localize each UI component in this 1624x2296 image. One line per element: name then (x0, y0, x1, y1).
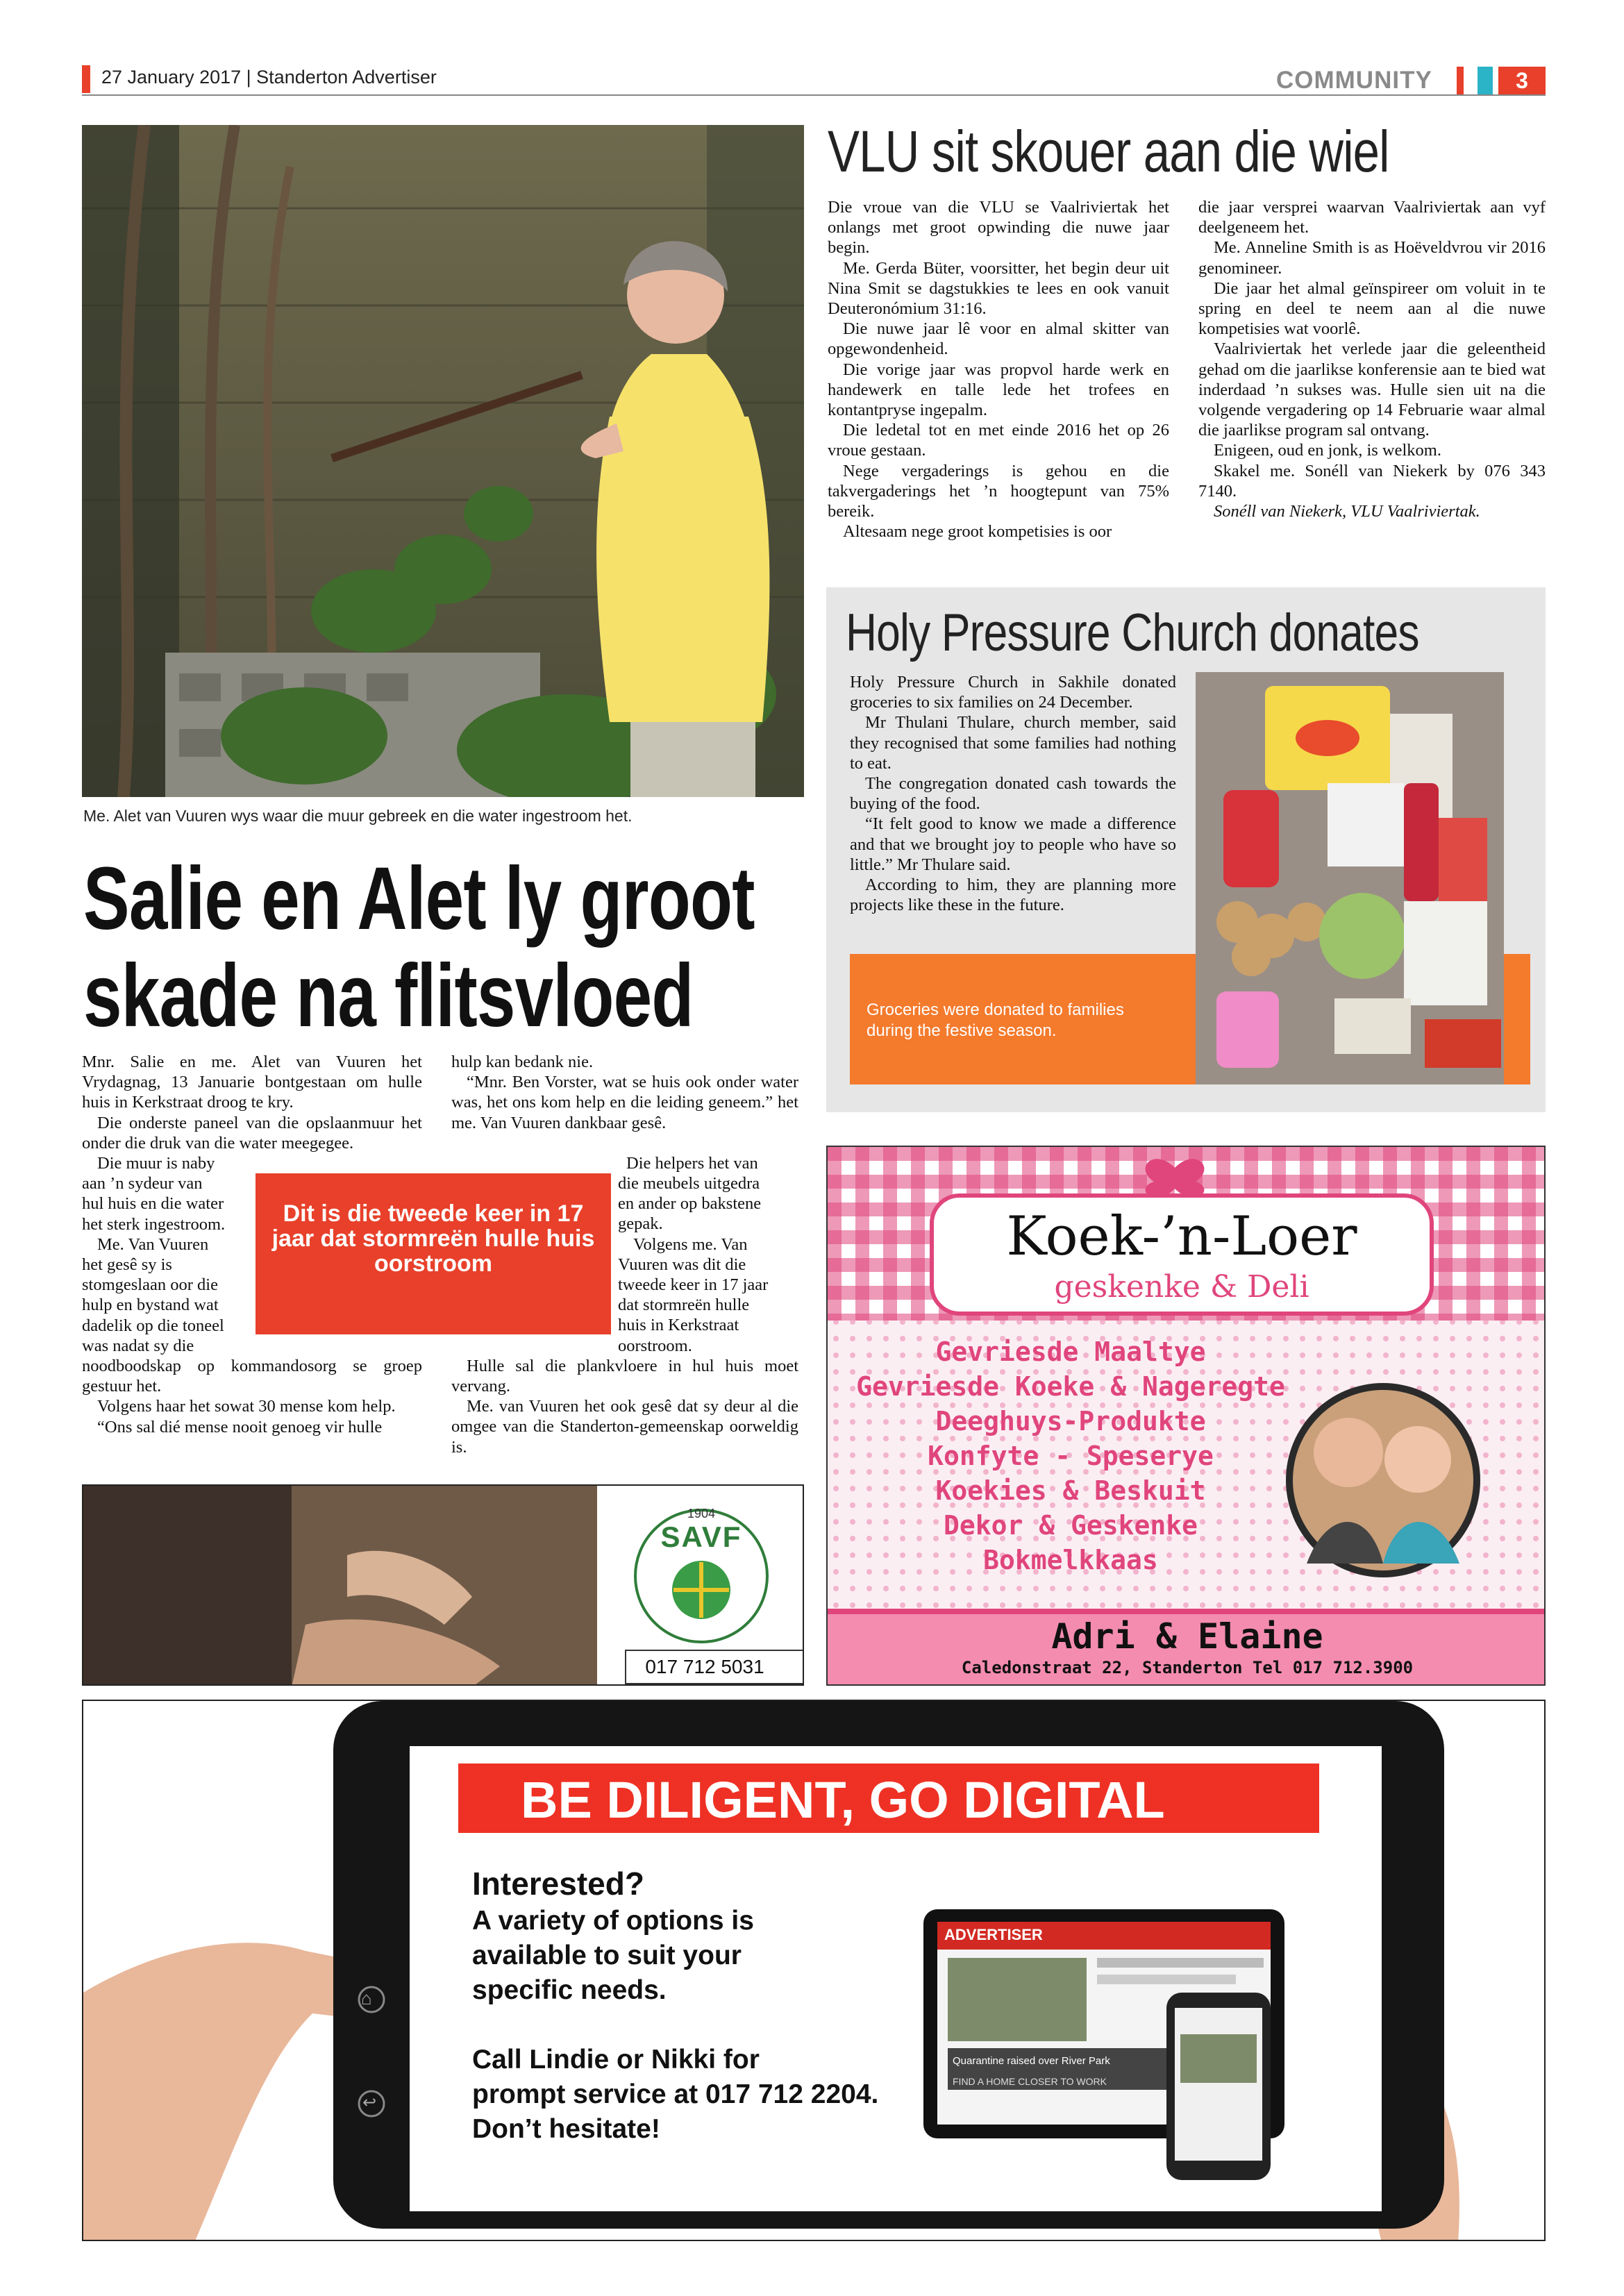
paragraph: aan ’n sydeur van (82, 1174, 203, 1193)
paragraph: Vaalriviertak het verlede jaar die geleentheid gehad om die jaarlikse konferensie aan te bied wat inderdaad ’n sukses was. Hulle sien uit na die volgende vergadering op 14 Februarie waar almal die jaarlikse program sal ontvang. (1198, 340, 1546, 440)
digital-banner: BE DILIGENT, GO DIGITAL (521, 1771, 1165, 1829)
paragraph: Die helpers het van (626, 1153, 758, 1173)
list-item: Dekor & Geskenke (943, 1510, 1198, 1541)
holy-pressure-text (850, 672, 1176, 915)
main-headline (83, 849, 755, 1046)
paragraph: Me. van Vuuren het ook gesê dat sy deur al die omgee van die Standerton-gemeenskap oorweldig is. (451, 1397, 798, 1457)
koek-subtitle: geskenke & Deli (1054, 1269, 1309, 1305)
go-digital-advert[interactable] (82, 1700, 1546, 2241)
header-accent-bar (82, 65, 90, 93)
vlu-col-1 (828, 197, 1169, 542)
paragraph: Die ledetal tot en met einde 2016 het op 26 vroue gestaan. (828, 421, 1169, 460)
paragraph: gepak. (618, 1214, 663, 1234)
koek-address: Caledonstraat 22, Standerton Tel 017 712.3900 (961, 1658, 1414, 1677)
digital-line: Don’t hesitate! (472, 2114, 660, 2144)
koek-name: Koek-’n-Loer (1006, 1205, 1357, 1268)
paragraph: Die vorige jaar was propvol harde werk en handewerk en talle lede het trofees en kontantpryse ingepalm. (828, 360, 1169, 420)
paragraph: hul huis en die water (82, 1194, 224, 1214)
paragraph: was nadat sy die (82, 1336, 194, 1355)
paragraph: die meubels uitgedra (618, 1174, 760, 1193)
paragraph: Me. Anneline Smith is as Hoëveldvrou vir 2016 genomineer. (1198, 238, 1546, 278)
headline-line-2: skade na flitsvloed (83, 946, 694, 1046)
groceries-photo (1196, 672, 1504, 1084)
paragraph: Die jaar het almal geïnspireer om voluit in te spring en deel te neem aan al die nuwe kompetisies wat voorlê. (1198, 278, 1546, 339)
paragraph: Nege vergaderings is gehou en die takvergaderings het ’n hoogtepunt van 75% bereik. (828, 461, 1169, 521)
digital-line: Call Lindie or Nikki for (472, 2045, 760, 2075)
paragraph: stomgeslaan oor die (82, 1275, 218, 1295)
digital-heading: Interested? (472, 1866, 644, 1902)
photo-caption: Me. Alet van Vuuren wys waar die muur gebreek en die water ingestroom het. (83, 807, 633, 825)
paragraph: Skakel me. Sonéll van Niekerk by 076 343 7140. (1198, 461, 1546, 501)
paragraph: Altesaam nege groot kompetisies is oor (843, 522, 1112, 542)
digital-line: prompt service at 017 712 2204. (472, 2079, 879, 2109)
headline-line-1: Salie en Alet ly groot (83, 849, 755, 948)
digital-body (472, 1904, 878, 2147)
koek-owners: Adri & Elaine (1051, 1616, 1323, 1657)
paragraph: Holy Pressure Church in Sakhile donated groceries to six families on 24 December. (850, 673, 1176, 712)
paragraph: Die vroue van die VLU se Vaalriviertak het onlangs met groot opwinding die nuwe jaar begin. (828, 198, 1169, 258)
paragraph: dadelik op die toneel (82, 1316, 224, 1335)
hp-photo-caption: Groceries were donated to families during the festive season. (867, 1000, 1124, 1040)
flood-photo (82, 125, 804, 797)
paragraph: en ander op bakstene (618, 1194, 762, 1214)
vlu-col-2 (1198, 197, 1546, 521)
koek-n-loer-advert[interactable] (826, 1146, 1546, 1686)
paragraph: Me. Van Vuuren (97, 1234, 209, 1254)
paragraph: het sterk ingestroom. (82, 1214, 226, 1234)
page-number: 3 (1498, 67, 1546, 94)
paragraph: oorstroom. (618, 1336, 692, 1355)
paragraph: hulp en bystand wat (82, 1296, 219, 1315)
paragraph: “It felt good to know we made a difference and that we brought joy to people who have so little.” Mr Thulare said. (850, 814, 1176, 874)
savf-phone: 017 712 5031 (645, 1656, 764, 1677)
digital-line: specific needs. (472, 1975, 667, 2005)
list-item: Gevriesde Koeke & Nageregte (856, 1371, 1285, 1402)
paragraph: Die onderste paneel van die opslaanmuur het onder die druk van die water meegegee. (82, 1113, 422, 1153)
list-item: Koekies & Beskuit (935, 1475, 1206, 1506)
header-accent-cyan (1477, 67, 1493, 94)
paragraph: Vuuren was dit die (618, 1255, 746, 1274)
list-item: Deeghuys-Produkte (935, 1406, 1206, 1436)
savf-logo-year: 1904 (687, 1507, 716, 1520)
paragraph: Me. Gerda Büter, voorsitter, het begin deur uit Nina Smit se dagstukkies te lees en ook vanuit Deuteronómium 31:16. (828, 258, 1169, 319)
savf-logo-text: SAVF (660, 1520, 742, 1553)
paragraph: The congregation donated cash towards the buying of the food. (850, 774, 1176, 814)
vlu-headline: VLU sit skouer aan die wiel (828, 119, 1389, 184)
paragraph: According to him, they are planning more projects like these in the future. (850, 875, 1176, 915)
pullquote-text: Dit is die tweede keer in 17 jaar dat stormreën hulle huis oorstroom (271, 1200, 595, 1277)
paragraph: het gesê sy is (82, 1255, 172, 1275)
paragraph: dat stormreën hulle (618, 1296, 750, 1315)
paragraph: Mr Thulani Thulare, church member, said they recognised that some families had nothing to eat. (850, 713, 1176, 773)
paragraph: huis in Kerkstraat (618, 1316, 739, 1335)
paragraph: “Mnr. Ben Vorster, wat se huis ook onder water was, het ons kom help en die leiding geneem.” het me. Van Vuuren dankbaar gesê. (451, 1073, 798, 1132)
koek-items-list (848, 1334, 1293, 1577)
paragraph: die jaar versprei waarvan Vaalriviertak aan vyf deelgeneem het. (1198, 198, 1546, 237)
tablet-masthead: ADVERTISER (944, 1926, 1043, 1943)
paragraph: Die muur is naby (97, 1154, 215, 1173)
list-item: Konfyte - Speserye (928, 1441, 1214, 1471)
home-icon: ⌂ (361, 1988, 372, 2009)
header-rule (82, 94, 1546, 96)
list-item: Bokmelkkaas (983, 1545, 1158, 1575)
holy-pressure-headline: Holy Pressure Church donates (846, 603, 1419, 662)
paragraph: hulp kan bedank nie. (451, 1053, 594, 1071)
paragraph: Volgens haar het sowat 30 mense kom help. (97, 1397, 396, 1416)
paragraph: tweede keer in 17 jaar (618, 1275, 769, 1295)
tablet-headline: Quarantine raised over River Park (953, 2055, 1110, 2067)
paragraph: noodboodskap op kommandosorg se groep gestuur het. (82, 1357, 422, 1396)
section-label: COMMUNITY (1276, 67, 1432, 94)
paragraph: Volgens me. Van (633, 1234, 748, 1254)
header-date-paper: 27 January 2017 | Standerton Advertiser (101, 67, 437, 87)
byline: Sonéll van Niekerk, VLU Vaalriviertak. (1214, 502, 1480, 521)
paragraph: Hulle sal die plankvloere in hul huis moet vervang. (451, 1356, 798, 1396)
list-item: Gevriesde Maaltye (935, 1336, 1206, 1367)
paragraph: Die nuwe jaar lê voor en almal skitter van opgewondenheid. (828, 319, 1169, 359)
back-icon: ↩ (362, 2094, 377, 2112)
paragraph: “Ons sal dié mense nooit genoeg vir hulle (97, 1417, 383, 1436)
header-accent-red (1457, 67, 1464, 94)
digital-line: available to suit your (472, 1941, 742, 1970)
paragraph: Mnr. Salie en me. Alet van Vuuren het Vrydagnag, 13 Januarie bontgestaan om hulle huis in Kerkstraat droog te kry. (82, 1053, 422, 1112)
tablet-footer: FIND A HOME CLOSER TO WORK (953, 2076, 1107, 2087)
paragraph: Enigeen, oud en jonk, is welkom. (1214, 441, 1441, 460)
digital-line: A variety of options is (472, 1906, 754, 1936)
